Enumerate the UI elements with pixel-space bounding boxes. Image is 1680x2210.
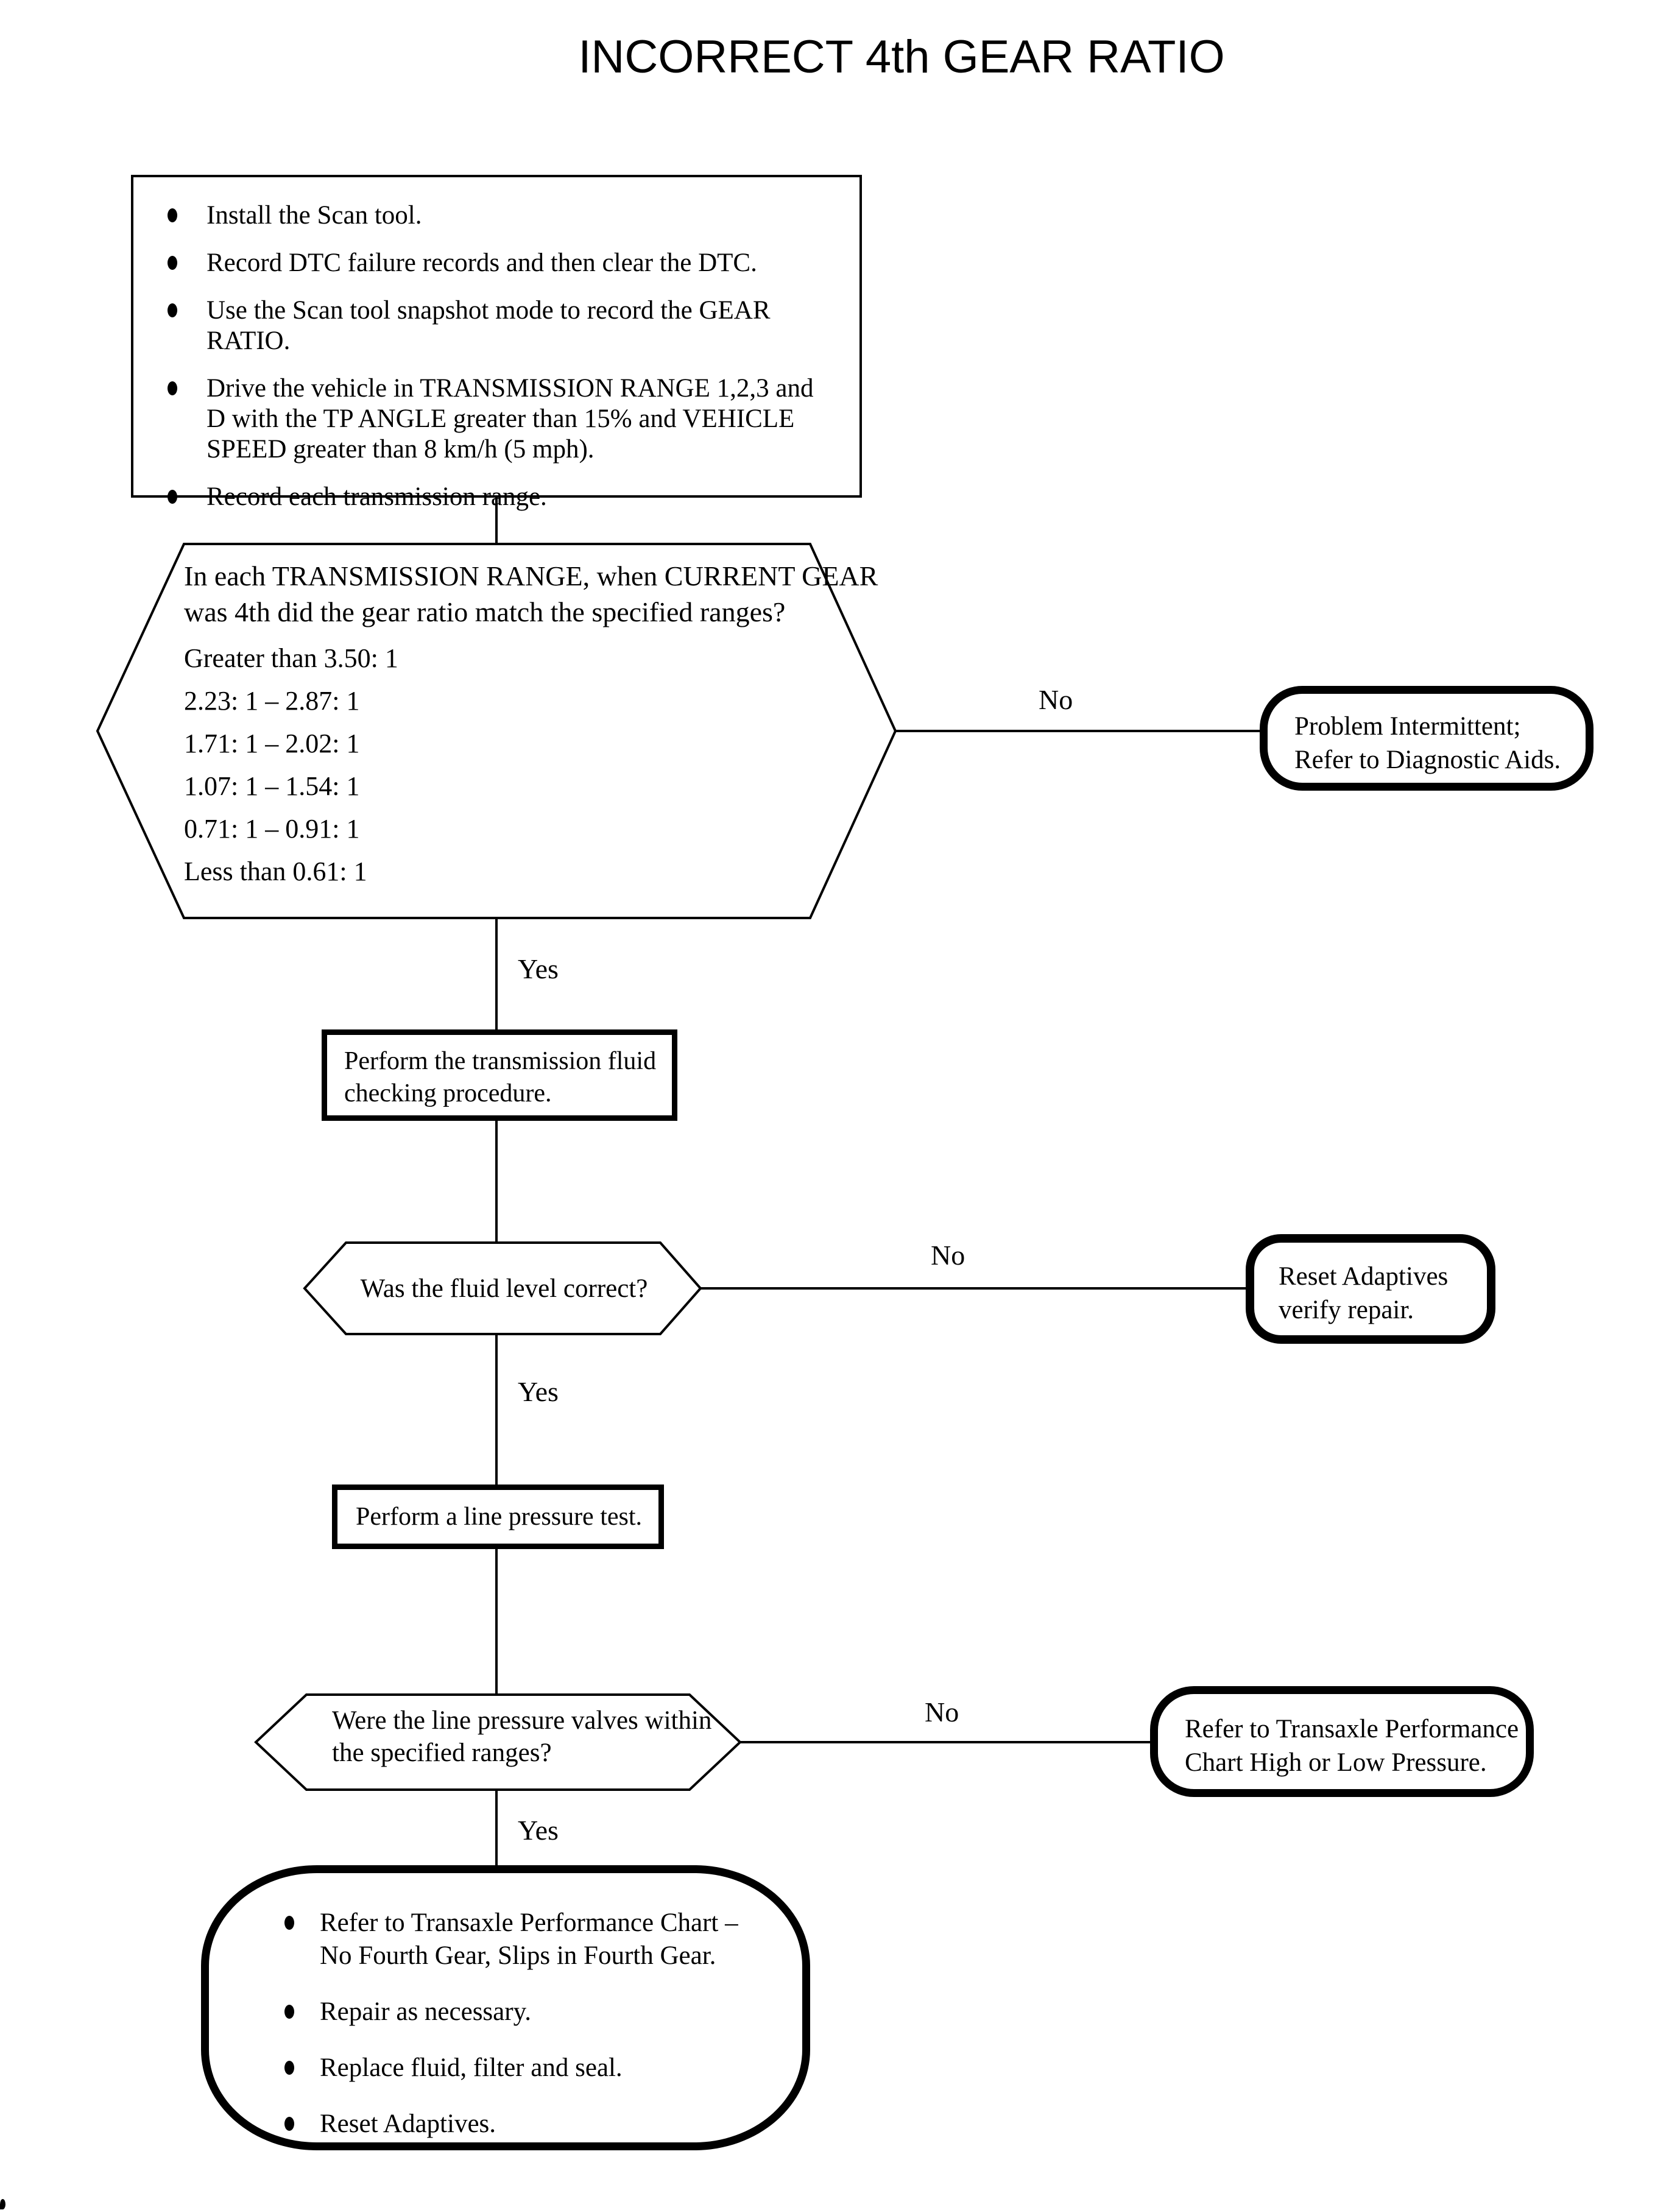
gear-ratio-range: 1.07: 1 – 1.54: 1: [184, 771, 360, 801]
list-item: Refer to Transaxle Performance Chart – No Fourth Gear, Slips in Fourth Gear.: [281, 1907, 749, 1972]
gear-ratio-question-text: [184, 558, 895, 899]
branch-label-no: No: [1039, 684, 1073, 715]
terminal-text-line: Reset Adaptives: [1279, 1262, 1449, 1291]
list-item: Replace fluid, filter and seal.: [281, 2052, 749, 2085]
list-item: Record each transmission range.: [164, 482, 838, 512]
setup-instructions-list: [133, 177, 859, 512]
line-pressure-question-text: [332, 1704, 746, 1769]
list-item: Reset Adaptives.: [281, 2108, 749, 2141]
terminal-text-line: verify repair.: [1279, 1296, 1414, 1324]
reset-adaptives-terminal: [1246, 1234, 1495, 1344]
branch-label-yes: Yes: [518, 1376, 559, 1407]
fluid-check-step-box: [322, 1029, 677, 1121]
decision-question: In each TRANSMISSION RANGE, when CURRENT GEAR was 4th did the gear ratio match the specified ranges?: [184, 560, 878, 627]
step-text-line: Perform a line pressure test.: [356, 1503, 643, 1531]
branch-label-no: No: [931, 1240, 965, 1271]
gear-ratio-range: Greater than 3.50: 1: [184, 643, 398, 673]
branch-label-yes: Yes: [518, 1815, 559, 1846]
terminal-text-line: Chart High or Low Pressure.: [1185, 1748, 1487, 1777]
terminal-text-line: Refer to Transaxle Performance: [1185, 1715, 1519, 1743]
pressure-chart-terminal: [1150, 1686, 1534, 1797]
step-text-line: Perform the transmission fluid: [344, 1047, 657, 1075]
gear-ratio-range: 1.71: 1 – 2.02: 1: [184, 729, 360, 758]
list-item: Use the Scan tool snapshot mode to record the GEAR RATIO.: [164, 295, 838, 356]
gear-ratio-range: 2.23: 1 – 2.87: 1: [184, 686, 360, 716]
line-pressure-step-box: [332, 1485, 664, 1549]
terminal-text-line: Problem Intermittent;: [1294, 712, 1521, 741]
decision-question: the specified ranges?: [332, 1739, 552, 1767]
list-item: Drive the vehicle in TRANSMISSION RANGE 1,2,3 and D with the TP ANGLE greater than 15% and VEHICLE SPEED greater than 8 km/h (5 mph).: [164, 373, 838, 465]
decision-question: Were the line pressure valves within: [332, 1706, 712, 1735]
page-title: INCORRECT 4th GEAR RATIO: [578, 31, 1225, 83]
gear-ratio-range: 0.71: 1 – 0.91: 1: [184, 814, 360, 844]
gear-ratio-range: Less than 0.61: 1: [184, 856, 367, 886]
fluid-level-question-text: [308, 1243, 701, 1334]
diagnostic-aids-terminal: [1260, 686, 1594, 791]
branch-label-yes: Yes: [518, 953, 559, 984]
list-item: Install the Scan tool.: [164, 200, 838, 231]
branch-label-no: No: [925, 1696, 959, 1728]
list-item: Record DTC failure records and then clear the DTC.: [164, 248, 838, 278]
decision-question: Was the fluid level correct?: [360, 1274, 648, 1303]
setup-instructions-box: [131, 175, 862, 511]
final-actions-terminal: [201, 1865, 810, 2150]
final-actions-list: [209, 1873, 802, 2141]
list-item: Repair as necessary.: [281, 1996, 749, 2028]
terminal-text-line: Refer to Diagnostic Aids.: [1294, 746, 1561, 774]
step-text-line: checking procedure.: [344, 1079, 552, 1107]
scan-artifact-speck: [0, 2199, 5, 2209]
